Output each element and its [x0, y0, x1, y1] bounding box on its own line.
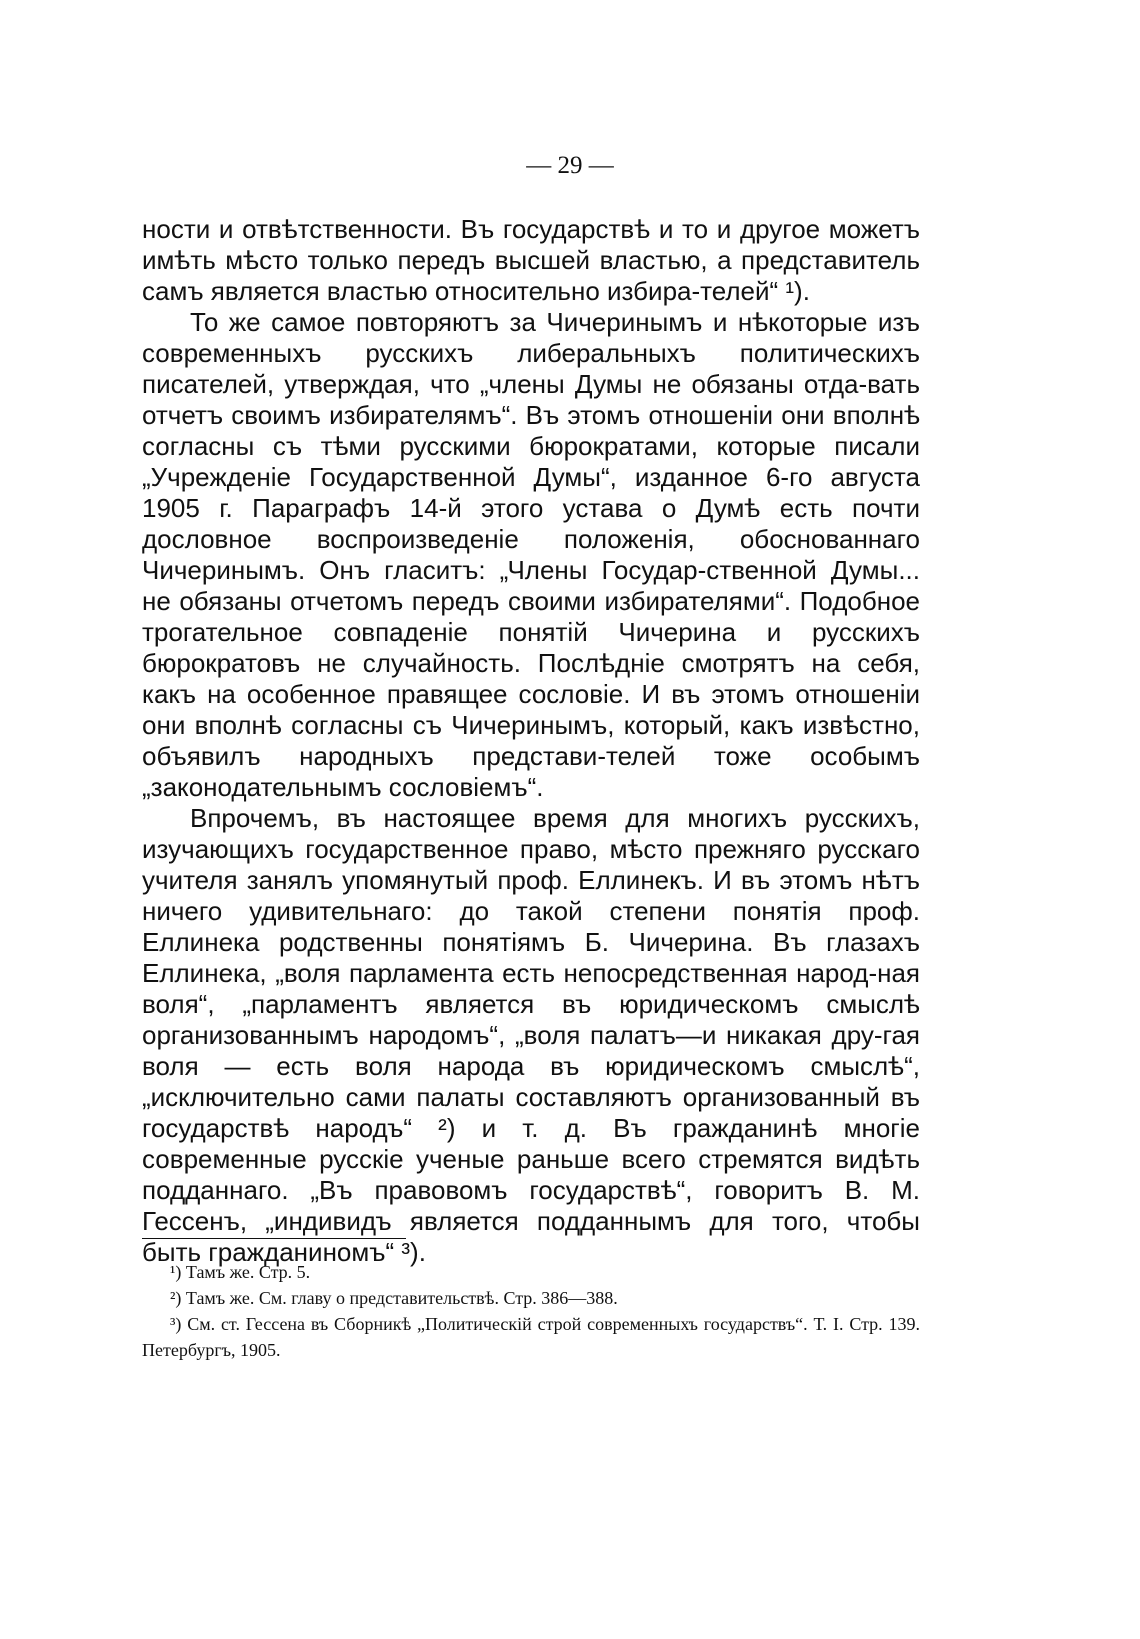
footnote-2 [142, 1285, 920, 1311]
footnote-1-text: Тамъ же. Стр. 5. [185, 1262, 311, 1282]
footnote-3-marker: ³) [170, 1314, 182, 1334]
page-number: — 29 — [526, 152, 614, 179]
footnotes [142, 1259, 920, 1363]
footnote-1 [142, 1259, 920, 1285]
paragraph-1: ности и отвѣтственности. Въ государствѣ и то и другое можетъ имѣть мѣсто только передъ высшей властью, а представитель самъ является властью относительно избира-телей“ ¹). [142, 214, 920, 306]
footnote-3 [142, 1311, 920, 1363]
body-text [142, 214, 920, 1268]
paragraph-3: Впрочемъ, въ настоящее время для многихъ русскихъ, изучающихъ государственное право, мѣсто прежняго русскаго учителя занялъ упомянутый проф. Еллинекъ. И въ этомъ нѣтъ ничего удивительнаго: до такой степени понятія проф. Еллинека родственны понятіямъ Б. Чичерина. Въ глазахъ Еллинека, „воля парламента есть непосредственная народ-ная воля“, „парламентъ является въ юридическомъ смыслѣ организованнымъ народомъ“, „воля палатъ—и никакая дру-гая воля — есть воля народа въ юридическомъ смыслѣ“, „исключительно сами палаты составляютъ организованный въ государствѣ народъ“ ²) и т. д. Въ гражданинѣ многіе современные русскіе ученые раньше всего стремятся видѣть подданнаго. „Въ правовомъ государствѣ“, говоритъ В. М. Гессенъ, „индивидъ является подданнымъ для того, чтобы быть гражданиномъ“ ³). [142, 803, 920, 1267]
footnote-2-text: Тамъ же. См. главу о представительствѣ. Стр. 386—388. [185, 1288, 618, 1308]
footnote-3-text: См. ст. Гессена въ Сборникѣ „Политическій строй современныхъ государствъ“. Т. I. Стр. 139. Петербургъ, 1905. [142, 1314, 920, 1360]
paragraph-2: То же самое повторяютъ за Чичеринымъ и нѣкоторые изъ современныхъ русскихъ либеральныхъ политическихъ писателей, утверждая, что „члены Думы не обязаны отда-вать отчетъ своимъ избирателямъ“. Въ этомъ отношеніи они вполнѣ согласны съ тѣми русскими бюрократами, которые писали „Учрежденіе Государственной Думы“, изданное 6-го августа 1905 г. Параграфъ 14-й этого устава о Думѣ есть почти дословное воспроизведеніе положенія, обоснованнаго Чичеринымъ. Онъ гласитъ: „Члены Государ-ственной Думы... не обязаны отчетомъ передъ своими избирателями“. Подобное трогательное совпаденіе понятій Чичерина и русскихъ бюрократовъ не случайность. Послѣдніе смотрятъ на себя, какъ на особенное правящее сословіе. И въ этомъ отношеніи они вполнѣ согласны съ Чичеринымъ, который, какъ извѣстно, объявилъ народныхъ представи-телей тоже особымъ „законодательнымъ сословіемъ“. [142, 307, 920, 802]
footnote-2-marker: ²) [170, 1288, 182, 1308]
footnote-divider [142, 1238, 406, 1239]
footnote-1-marker: ¹) [170, 1262, 182, 1282]
